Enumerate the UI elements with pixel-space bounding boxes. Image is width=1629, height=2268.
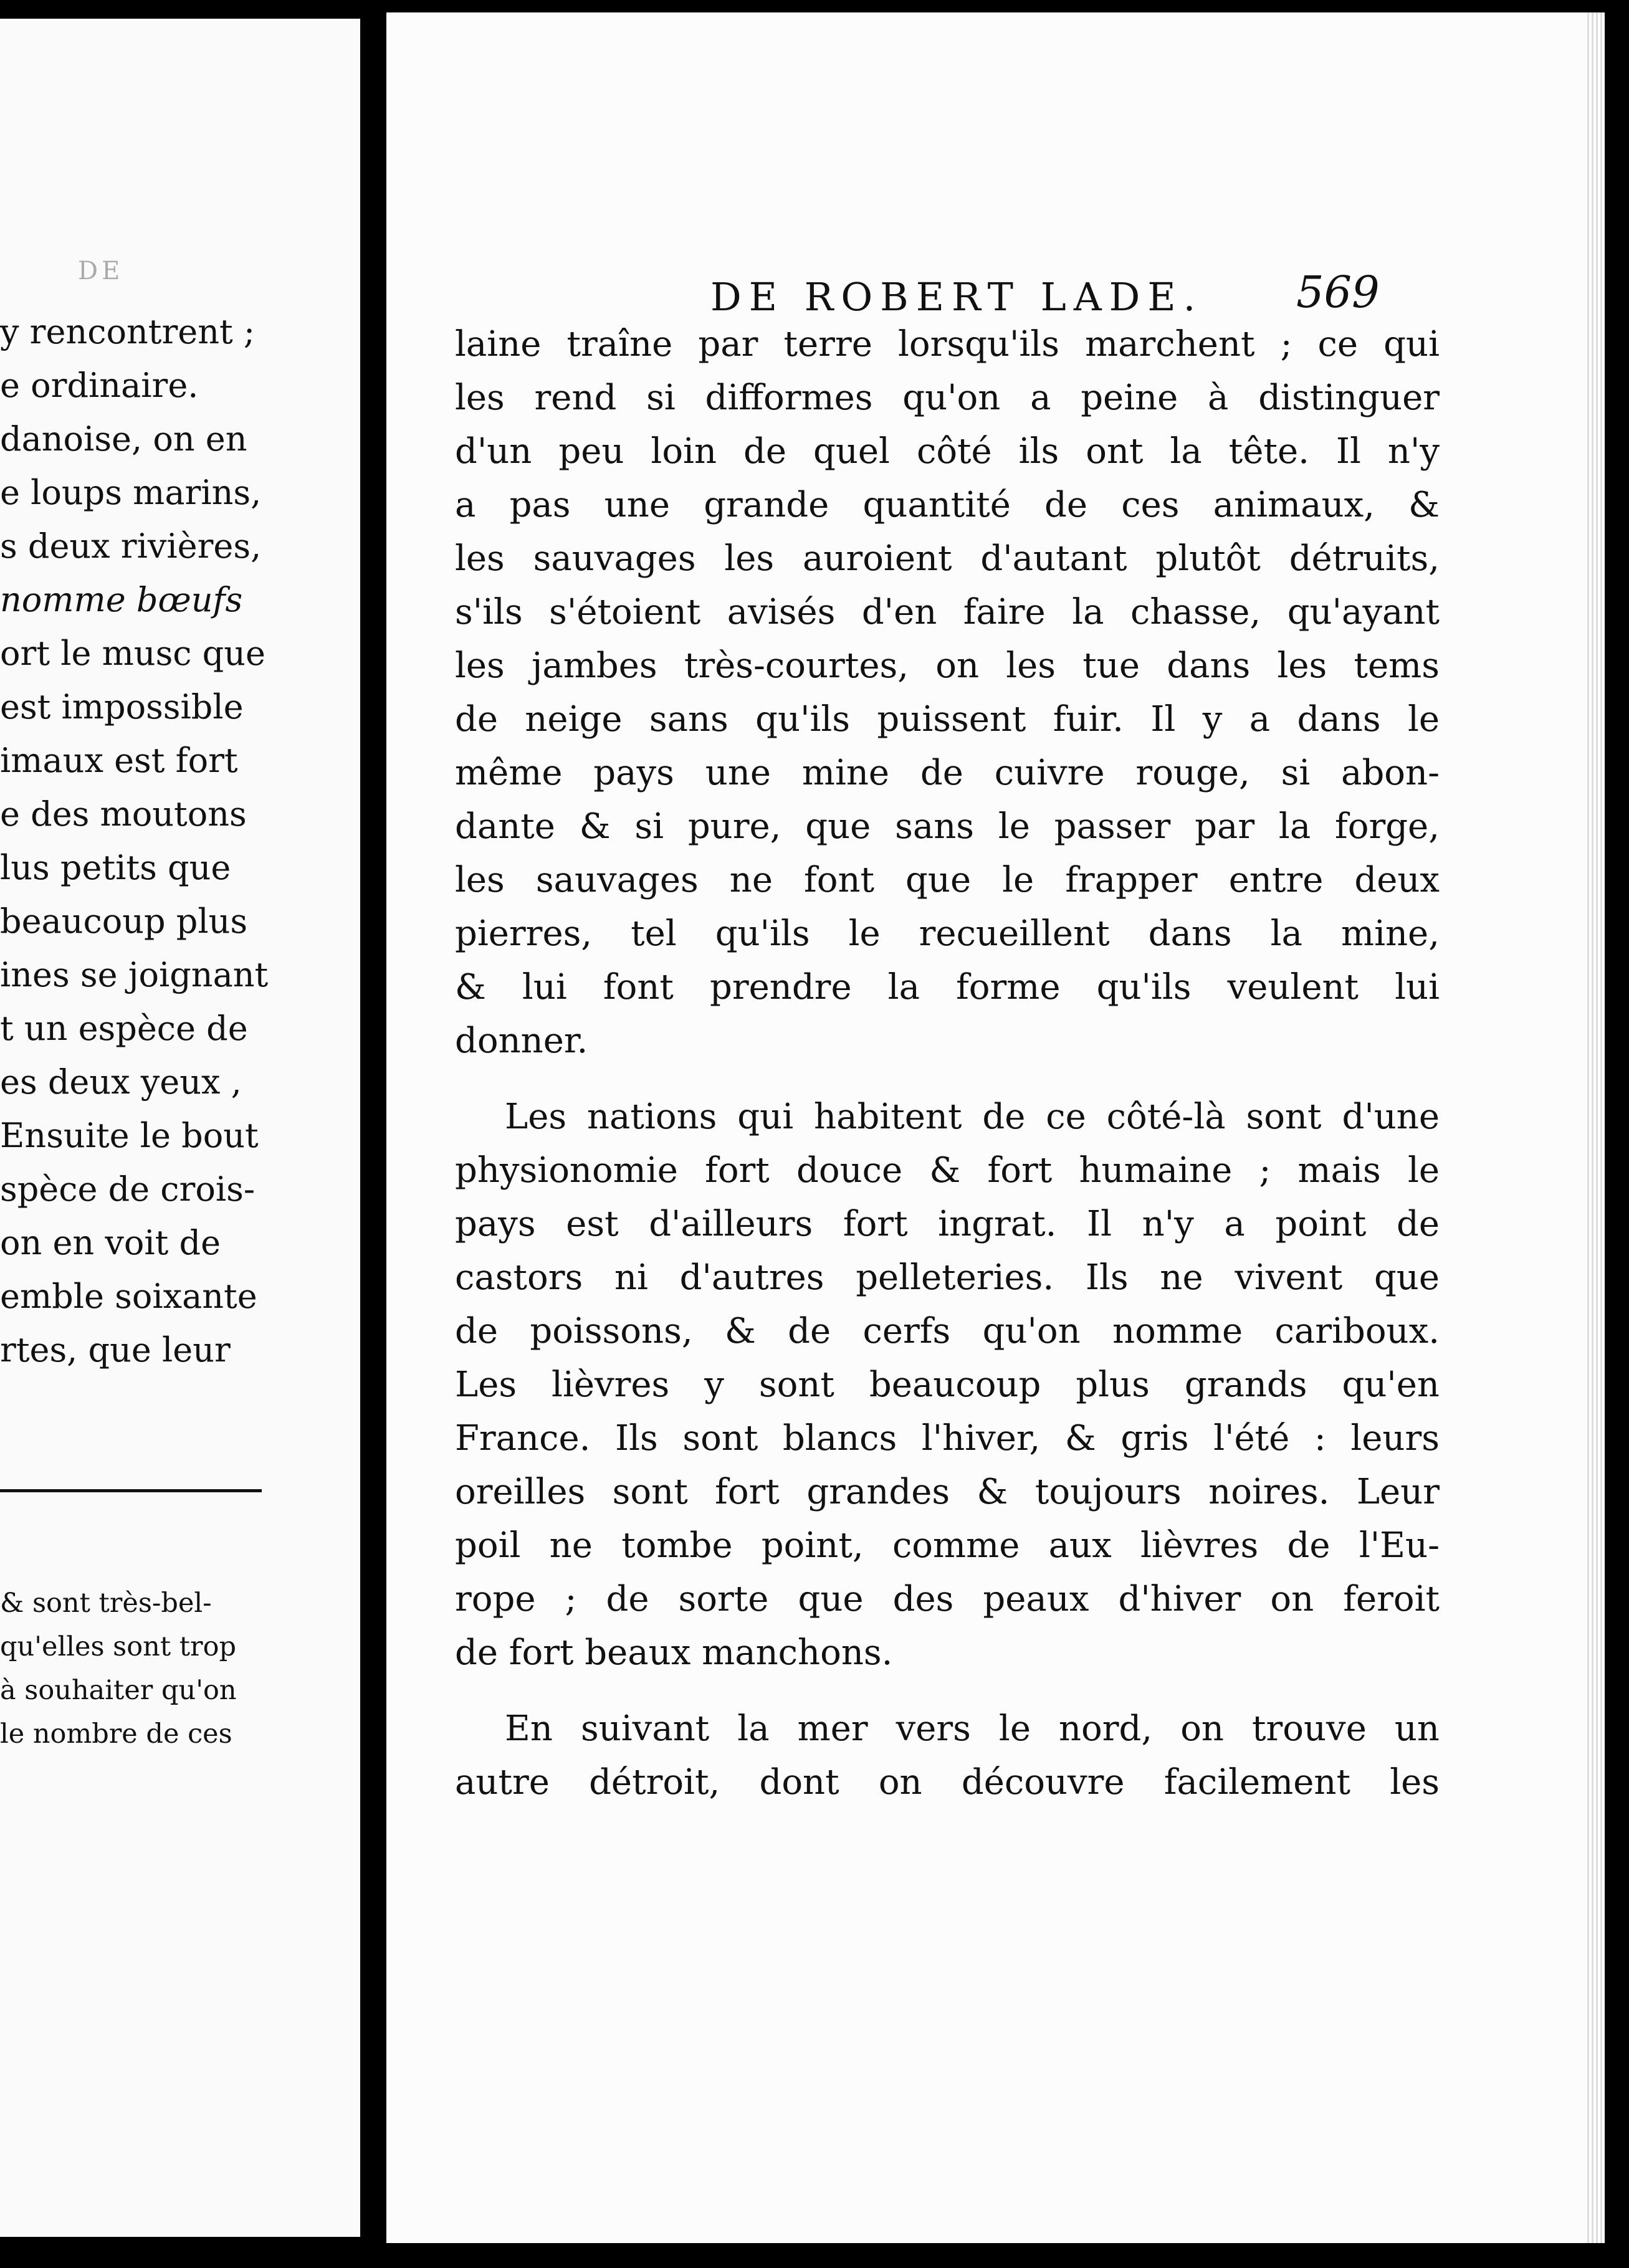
left-text-line: e loups marins, (0, 473, 262, 512)
left-text-line: nomme bœufs (0, 580, 243, 619)
text-line: & lui font prendre la forme qu'ils veulent lui (455, 967, 1440, 1008)
text-line: de fort beaux manchons. (455, 1632, 893, 1673)
text-line: de poissons, & de cerfs qu'on nomme cariboux. (455, 1311, 1440, 1351)
left-text-line: est impossible (0, 687, 244, 727)
text-line: s'ils s'étoient avisés d'en faire la chasse, qu'ayant (455, 592, 1440, 632)
main-text (455, 318, 1440, 1809)
running-head: DE ROBERT LADE. (710, 274, 1203, 320)
left-text-line: ort le musc que (0, 634, 265, 673)
paragraph (455, 318, 1440, 1068)
text-line: France. Ils sont blancs l'hiver, & gris l'été : leurs (455, 1418, 1440, 1459)
footnote-line: à souhaiter qu'on (0, 1675, 237, 1706)
left-text-line: y rencontrent ; (0, 312, 256, 351)
left-text-line: beaucoup plus (0, 902, 248, 941)
left-text-line: lus petits que (0, 848, 231, 887)
left-text-line: ines se joignant (0, 955, 269, 994)
footnote-rule (0, 1489, 262, 1492)
text-line: laine traîne par terre lorsqu'ils marchent ; ce qui (455, 324, 1440, 364)
text-line: pierres, tel qu'ils le recueillent dans la mine, (455, 913, 1440, 954)
text-line: autre détroit, dont on découvre facilement les (455, 1762, 1440, 1803)
text-line: a pas une grande quantité de ces animaux, & (455, 485, 1440, 525)
left-text-line: rtes, que leur (0, 1330, 231, 1370)
left-text-line: danoise, on en (0, 419, 247, 459)
text-line: castors ni d'autres pelleteries. Ils ne vivent que (455, 1257, 1440, 1298)
left-text-line: emble soixante (0, 1277, 257, 1316)
right-page (386, 12, 1605, 2243)
text-line: physionomie fort douce & fort humaine ; mais le (455, 1150, 1440, 1191)
text-line: Les lièvres y sont beaucoup plus grands qu'en (455, 1365, 1440, 1405)
left-text-line: s deux rivières, (0, 526, 262, 566)
text-line: Les nations qui habitent de ce côté-là sont d'une (505, 1097, 1440, 1137)
text-line: pays est d'ailleurs fort ingrat. Il n'y a point de (455, 1204, 1440, 1244)
left-text-line: e ordinaire. (0, 366, 199, 405)
page-edge (1587, 12, 1605, 2243)
text-line: les sauvages ne font que le frapper entre deux (455, 860, 1440, 900)
text-line: les sauvages les auroient d'autant plutôt détruits, (455, 538, 1440, 579)
left-text-line: Ensuite le bout (0, 1116, 259, 1155)
text-line: rope ; de sorte que des peaux d'hiver on feroit (455, 1579, 1440, 1619)
footnote-line: le nombre de ces (0, 1718, 232, 1750)
text-line: poil ne tombe point, comme aux lièvres de l'Eu- (455, 1525, 1440, 1566)
left-text-line: e des moutons (0, 794, 247, 834)
text-line: même pays une mine de cuivre rouge, si abon- (455, 753, 1440, 793)
left-text-line: on en voit de (0, 1223, 221, 1262)
text-line: les rend si difformes qu'on a peine à distinguer (455, 378, 1440, 418)
left-text-line: t un espèce de (0, 1009, 248, 1048)
footnote-line: & sont très-bel- (0, 1588, 212, 1619)
left-page (0, 19, 360, 2237)
left-running-head: DE (78, 257, 124, 285)
text-line: oreilles sont fort grandes & toujours noires. Leur (455, 1472, 1440, 1512)
paragraph (455, 1702, 1440, 1809)
left-text-line: imaux est fort (0, 741, 238, 780)
footnote-line: qu'elles sont trop (0, 1631, 237, 1662)
page-number: 569 (1296, 267, 1380, 318)
paragraph (455, 1090, 1440, 1680)
text-line: de neige sans qu'ils puissent fuir. Il y a dans le (455, 699, 1440, 740)
book-gutter (360, 0, 386, 2268)
text-line: d'un peu loin de quel côté ils ont la tête. Il n'y (455, 431, 1440, 472)
left-text-line: es deux yeux , (0, 1062, 242, 1102)
text-line: En suivant la mer vers le nord, on trouve un (505, 1708, 1440, 1749)
text-line: dante & si pure, que sans le passer par la forge, (455, 806, 1440, 847)
left-text-line: spèce de crois- (0, 1170, 256, 1209)
text-line: les jambes très-courtes, on les tue dans les tems (455, 646, 1440, 686)
text-line: donner. (455, 1021, 588, 1061)
